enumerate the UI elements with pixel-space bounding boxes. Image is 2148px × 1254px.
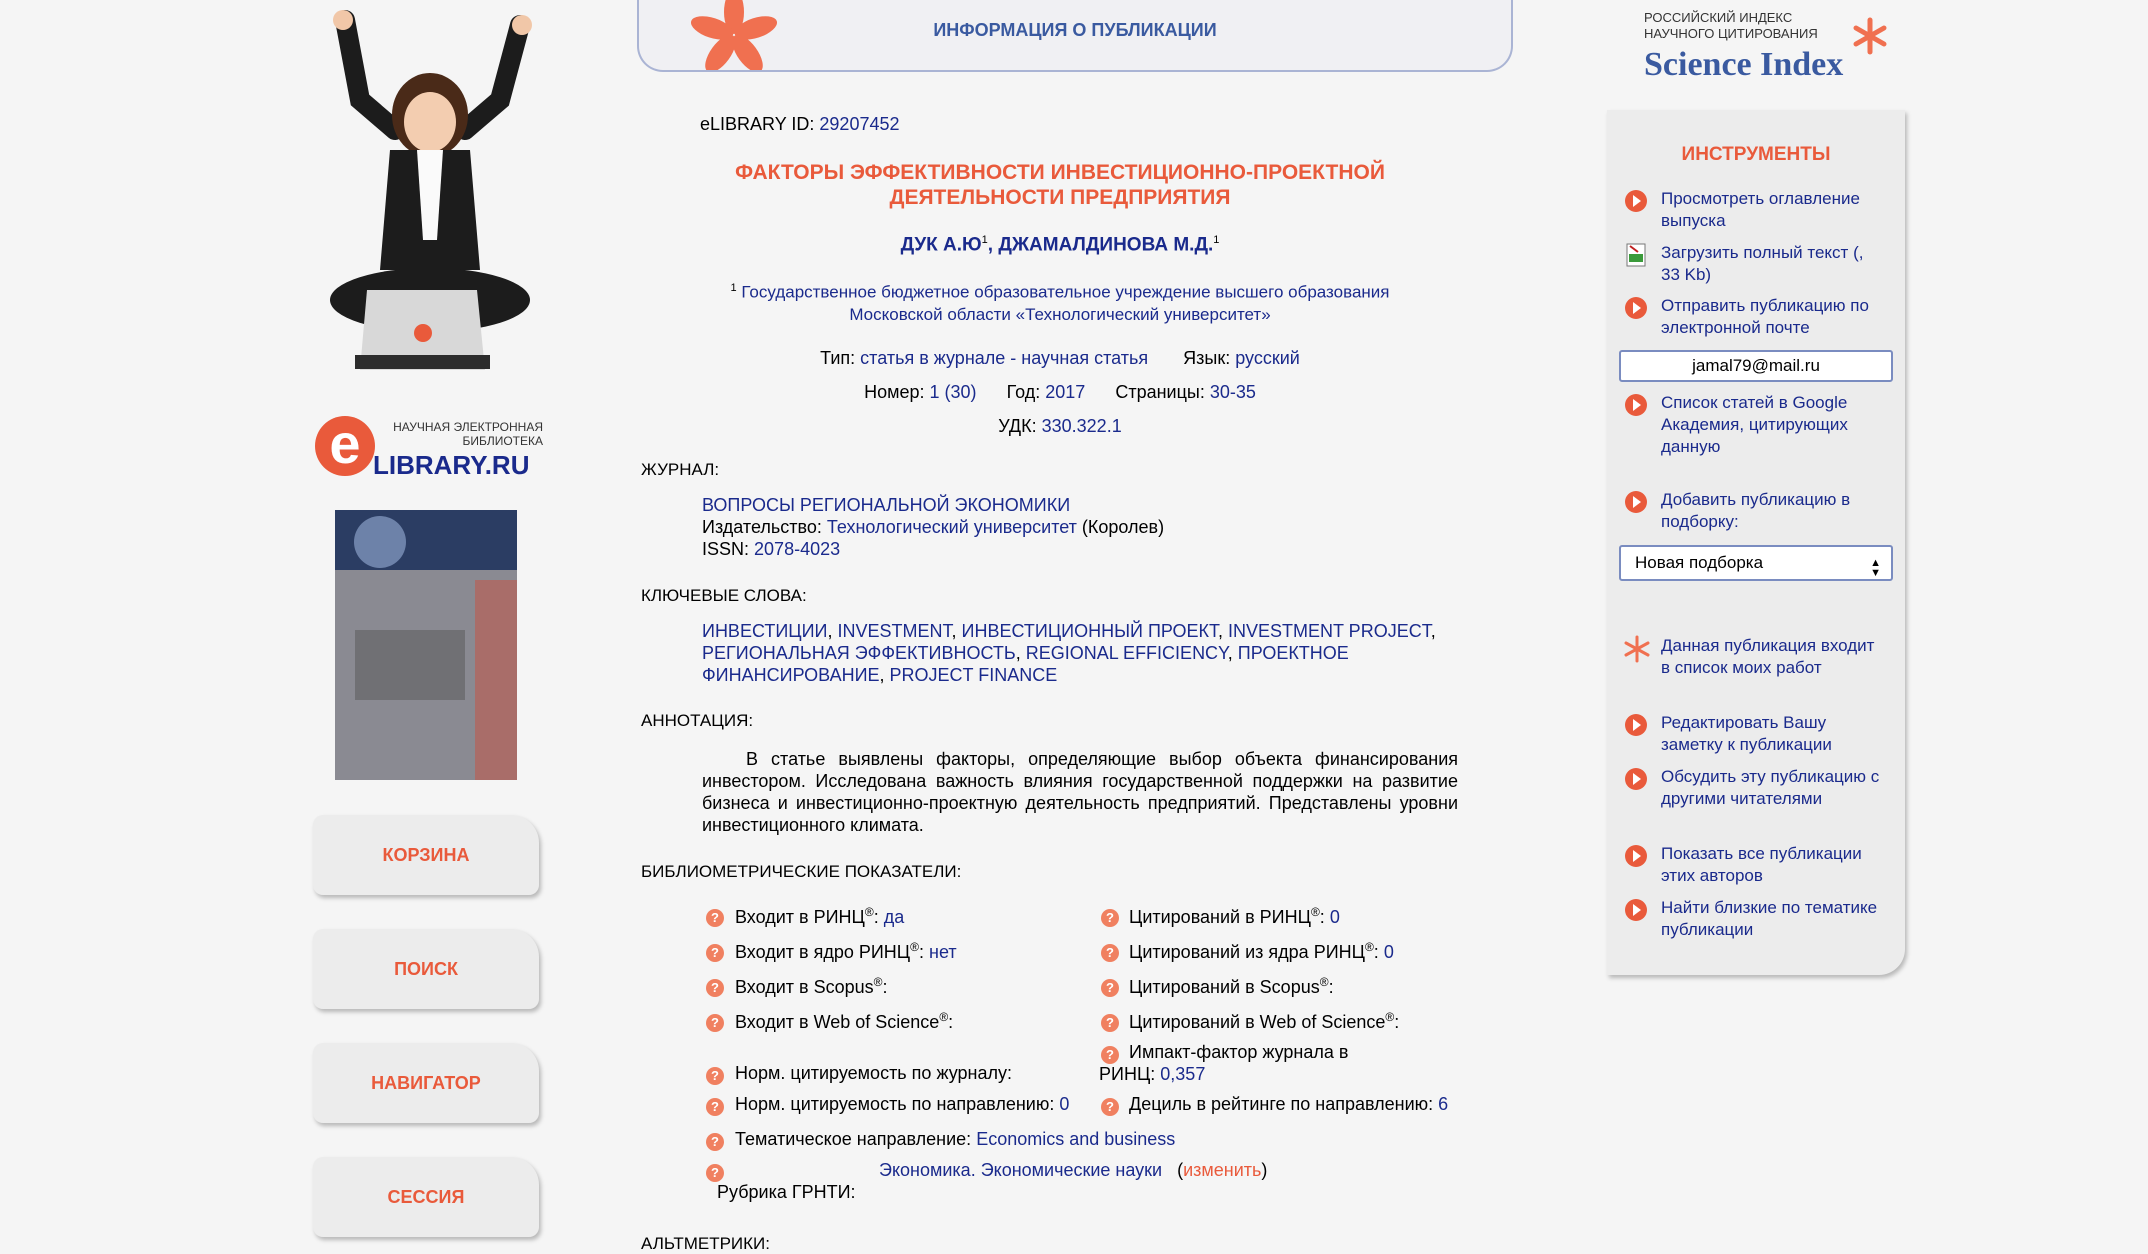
help-icon[interactable]: ? (706, 944, 724, 962)
reg-mark: ® (1310, 905, 1320, 919)
journal-block (702, 494, 1164, 560)
collection-select-value: Новая подборка (1635, 553, 1764, 572)
tool-text: электронной почте (1661, 318, 1810, 337)
help-icon[interactable]: ? (706, 1067, 724, 1085)
asterisk-icon (1850, 16, 1890, 56)
abstract-text (702, 748, 1458, 836)
colon: : (918, 942, 924, 962)
tool-text: Академия, цитирующих (1661, 415, 1848, 434)
udk-label: УДК: (998, 416, 1037, 436)
colon: : (1319, 907, 1325, 927)
metric-label: Тематическое направление: (735, 1129, 972, 1149)
tools-panel (1607, 110, 1905, 975)
info-header-tab (637, 0, 1513, 72)
play-icon (1625, 491, 1647, 513)
metric-norm-dir (735, 1094, 1069, 1115)
title-line1: ФАКТОРЫ ЭФФЕКТИВНОСТИ ИНВЕСТИЦИОННО-ПРОЕКТНОЙ (735, 161, 1385, 184)
help-icon[interactable]: ? (706, 909, 724, 927)
play-icon (1625, 297, 1647, 319)
elibrary-id-row (700, 114, 900, 135)
help-icon[interactable]: ? (1101, 1014, 1119, 1032)
metric-grnti-label: Рубрика ГРНТИ: (717, 1182, 856, 1202)
metric-cit-core (1129, 940, 1394, 963)
elibrary-id-value[interactable]: 29207452 (819, 114, 900, 134)
tool-text: Добавить публикацию в (1661, 490, 1851, 509)
metric-label: Норм. цитируемость по направлению: (735, 1094, 1055, 1114)
metric-label: Входит в Web of Science (735, 1012, 940, 1032)
tool-text: этих авторов (1661, 866, 1763, 885)
help-icon[interactable]: ? (706, 1133, 724, 1151)
tool-text: заметку к публикации (1661, 735, 1832, 754)
elibrary-e-letter: e (329, 412, 361, 475)
publication-title (640, 160, 1480, 210)
tool-text: Найти близкие по тематике (1661, 898, 1878, 917)
metric-label: Цитирований в Scopus (1129, 977, 1320, 997)
colon: : (873, 907, 879, 927)
asterisk-my-works-icon (1623, 635, 1651, 663)
keyword-link[interactable]: INVESTMENT (837, 621, 952, 641)
reg-mark: ® (939, 1010, 949, 1024)
elibrary-e-circle (315, 412, 375, 476)
issn-label: ISSN: (702, 539, 750, 559)
title-line2: ДЕЯТЕЛЬНОСТИ ПРЕДПРИЯТИЯ (889, 186, 1231, 209)
keyword-link[interactable]: REGIONAL EFFICIENCY (1025, 643, 1228, 663)
year-label: Год: (1006, 382, 1041, 402)
colon: : (1394, 1012, 1400, 1032)
metric-label: Цитирований в РИНЦ (1129, 907, 1311, 927)
tool-add-to-collection[interactable] (1661, 489, 1901, 533)
help-icon[interactable]: ? (706, 1098, 724, 1116)
elibrary-id-label: eLIBRARY ID: (700, 114, 815, 134)
colon: : (948, 1012, 954, 1032)
number-link[interactable]: 1 (30) (929, 382, 977, 402)
nav-cart-button[interactable]: КОРЗИНА (313, 815, 539, 895)
lang-label: Язык: (1183, 348, 1231, 368)
lang-value: русский (1235, 348, 1300, 368)
play-icon (1625, 394, 1647, 416)
metric-decile (1129, 1094, 1448, 1115)
help-icon[interactable]: ? (706, 979, 724, 997)
metric-value: 0 (1329, 907, 1340, 927)
tool-text: Обсудить эту публикацию с (1661, 767, 1880, 786)
play-icon (1625, 714, 1647, 736)
tool-text: Список статей в Google (1661, 393, 1848, 412)
reg-mark: ® (1364, 940, 1374, 954)
author-link[interactable]: ДУК А.Ю (900, 234, 982, 256)
elibrary-brand: LIBRARY.RU (373, 450, 530, 480)
metric-label: Входит в Scopus (735, 977, 874, 997)
affiliation-line2: Московской области «Технологический университет» (849, 304, 1271, 324)
colon: : (1328, 977, 1334, 997)
tool-download-fulltext[interactable] (1661, 242, 1901, 286)
tool-view-toc[interactable] (1661, 188, 1901, 232)
grnti-link[interactable]: Экономика. Экономические науки (879, 1160, 1163, 1180)
tool-text: Данная публикация входит (1661, 636, 1875, 655)
metric-label: Цитирований в Web of Science (1129, 1012, 1386, 1032)
play-icon (1625, 845, 1647, 867)
play-icon (1625, 899, 1647, 921)
journal-name-link[interactable]: ВОПРОСЫ РЕГИОНАЛЬНОЙ ЭКОНОМИКИ (702, 495, 1071, 515)
keyword-link[interactable]: ПРОЕКТНОЕ (1237, 643, 1349, 663)
abstract-line1: В статье выявлены факторы, определяющие выбор объекта финансирования (746, 749, 1458, 769)
tool-similar-publications[interactable] (1661, 897, 1901, 941)
tool-google-scholar[interactable] (1661, 392, 1901, 458)
tool-text: Просмотреть оглавление (1661, 189, 1860, 208)
tool-text: Загрузить полный текст (, (1661, 243, 1864, 262)
tool-text: Показать все публикации (1661, 844, 1862, 863)
number-label: Номер: (864, 382, 925, 402)
tool-text: 33 Kb) (1661, 265, 1712, 284)
help-icon[interactable]: ? (706, 1014, 724, 1032)
metric-label: Входит в РИНЦ (735, 907, 865, 927)
keyword-link[interactable]: ФИНАНСИРОВАНИЕ (702, 665, 880, 685)
tool-text: другими читателями (1661, 789, 1823, 808)
science-index-logo[interactable] (1640, 8, 1900, 88)
metric-cit-rinc (1129, 905, 1340, 928)
help-icon[interactable]: ? (1101, 1098, 1119, 1116)
abstract-line3: бизнеса и инвестиционно-проектную деятельность предприятий. Представлены уровни (702, 793, 1458, 813)
metric-value: 6 (1438, 1094, 1449, 1114)
select-arrows-icon: ▼ (1870, 567, 1881, 579)
elibrary-logo-line1: НАУЧНАЯ ЭЛЕКТРОННАЯ (393, 420, 543, 434)
type-value: статья в журнале - научная статья (860, 348, 1149, 368)
biblio-heading: БИБЛИОМЕТРИЧЕСКИЕ ПОКАЗАТЕЛИ: (641, 862, 962, 881)
tool-text: данную (1661, 437, 1721, 456)
keywords-block: ИНВЕСТИЦИИ, INVESTMENT, ИНВЕСТИЦИОННЫЙ ПРОЕКТ, INVESTMENT PROJECT, РЕГИОНАЛЬНАЯ ЭФФЕКТИВНОСТЬ, REGIONAL EFFICIENCY, ПРОЕКТНОЕ ФИНАНСИРОВАНИЕ, PROJECT FINANCE (702, 621, 1436, 685)
reg-mark: ® (1319, 975, 1329, 989)
tool-text: подборку: (1661, 512, 1739, 531)
author1-sup: 1 (981, 234, 988, 246)
metric-value: нет (929, 942, 957, 962)
metric-core-in (735, 940, 957, 963)
change-link[interactable]: изменить (1183, 1160, 1262, 1180)
help-icon[interactable]: ? (706, 1164, 724, 1182)
keywords-heading: КЛЮЧЕВЫЕ СЛОВА: (641, 586, 807, 605)
abstract-line4: инвестиционного климата. (702, 815, 924, 835)
sci-brand: Science Index (1644, 46, 1844, 83)
publisher-city: (Королев) (1081, 517, 1165, 537)
metric-cit-wos (1129, 1010, 1399, 1033)
altmetrics-heading: АЛЬТМЕТРИКИ: (641, 1234, 770, 1253)
tool-my-works[interactable] (1661, 635, 1901, 679)
metric-label: Цитирований из ядра РИНЦ (1129, 942, 1365, 962)
metric-theme (735, 1129, 1175, 1150)
tool-edit-note[interactable] (1661, 712, 1901, 756)
reg-mark: ® (873, 975, 883, 989)
colon: : (1373, 942, 1379, 962)
type-label: Тип: (820, 348, 856, 368)
help-icon[interactable]: ? (1101, 944, 1119, 962)
keyword-link[interactable]: INVESTMENT PROJECT (1228, 621, 1431, 641)
metric-grnti: Экономика. Экономические науки (изменить) (879, 1160, 1268, 1180)
tool-text: Редактировать Вашу (1661, 713, 1827, 732)
tool-text: выпуска (1661, 211, 1726, 230)
theme-link[interactable]: Economics and business (976, 1129, 1176, 1149)
tool-discuss[interactable] (1661, 766, 1901, 810)
metric-impact-line1: Импакт-фактор журнала в (1129, 1042, 1349, 1062)
nav-search-button[interactable]: ПОИСК (313, 929, 539, 1009)
keyword-link[interactable]: РЕГИОНАЛЬНАЯ ЭФФЕКТИВНОСТЬ (702, 643, 1016, 663)
metric-scopus-in (735, 975, 887, 998)
type-lang-row (640, 348, 1480, 369)
abstract-heading: АННОТАЦИЯ: (641, 711, 754, 730)
affiliation[interactable] (640, 277, 1480, 326)
metric-wos-in (735, 1010, 953, 1033)
play-icon (1625, 768, 1647, 790)
pages-label: Страницы: (1115, 382, 1205, 402)
metric-value: 0 (1059, 1094, 1070, 1114)
metric-label: РИНЦ: (1099, 1064, 1156, 1084)
journal-cover-image[interactable] (335, 510, 517, 780)
udk-row (640, 416, 1480, 437)
tool-send-email[interactable] (1661, 295, 1901, 339)
udk-value: 330.322.1 (1041, 416, 1122, 436)
publisher-link[interactable]: Технологический университет (826, 517, 1077, 537)
metric-label: Дециль в рейтинге по направлению: (1129, 1094, 1434, 1114)
issue-row (640, 382, 1480, 403)
metric-impact-line2 (1099, 1064, 1205, 1085)
keyword-link[interactable]: ИНВЕСТИЦИОННЫЙ ПРОЕКТ (961, 621, 1218, 641)
metric-norm-journal: Норм. цитируемость по журналу: (735, 1063, 1012, 1083)
play-icon (1625, 190, 1647, 212)
author2-sup: 1 (1213, 234, 1220, 246)
affiliation-line1: Государственное бюджетное образовательное учреждение высшего образования (741, 282, 1390, 302)
elibrary-logo[interactable] (315, 410, 543, 490)
keyword-link[interactable]: ИНВЕСТИЦИИ (702, 621, 828, 641)
tool-text: в список моих работ (1661, 658, 1822, 677)
help-icon[interactable]: ? (1101, 909, 1119, 927)
nav-session-button[interactable]: СЕССИЯ (313, 1157, 539, 1237)
metric-value: 0,357 (1160, 1064, 1206, 1084)
pdf-download-icon (1624, 242, 1650, 268)
metric-value: 0 (1383, 942, 1394, 962)
issn-value: 2078-4023 (754, 539, 841, 559)
sci-logo-line1: РОССИЙСКИЙ ИНДЕКС (1644, 10, 1793, 25)
reg-mark: ® (864, 905, 874, 919)
sci-logo-line2: НАУЧНОГО ЦИТИРОВАНИЯ (1644, 26, 1818, 41)
elibrary-logo-line2: БИБЛИОТЕКА (462, 434, 543, 448)
journal-heading: ЖУРНАЛ: (641, 460, 720, 479)
help-icon[interactable]: ? (1101, 979, 1119, 997)
metric-value: да (883, 907, 905, 927)
hero-illustration (305, 0, 545, 380)
nav-navigator-button[interactable]: НАВИГАТОР (313, 1043, 539, 1123)
metric-cit-scopus (1129, 975, 1334, 998)
colon: : (882, 977, 888, 997)
metric-label: Входит в ядро РИНЦ (735, 942, 911, 962)
authors-row: ДУК $А.Ю^1$, ДЖАМАЛДИНОВА М.Д.$^1$ (900, 234, 1220, 256)
email-field[interactable]: jamal79@mail.ru (1619, 350, 1893, 382)
affiliation-sup: 1 (730, 282, 737, 294)
collection-select[interactable] (1619, 545, 1893, 581)
year-value: 2017 (1045, 382, 1086, 402)
metric-rinc-in (735, 905, 904, 928)
info-header-title: ИНФОРМАЦИЯ О ПУБЛИКАЦИИ (933, 20, 1217, 40)
keyword-link[interactable]: PROJECT FINANCE (889, 665, 1058, 685)
publisher-label: Издательство: (702, 517, 822, 537)
help-icon[interactable]: ? (1101, 1046, 1119, 1064)
select-arrows-icon: ▲ (1870, 557, 1881, 569)
reg-mark: ® (910, 940, 919, 954)
author-link[interactable]: ДЖАМАЛДИНОВА М.Д. (998, 234, 1214, 256)
tool-text: Отправить публикацию по (1661, 296, 1869, 315)
pages-value: 30-35 (1209, 382, 1256, 402)
tools-heading: ИНСТРУМЕНТЫ (1681, 144, 1831, 165)
reg-mark: ® (1385, 1010, 1395, 1024)
tool-text: публикации (1661, 920, 1754, 939)
tool-author-publications[interactable] (1661, 843, 1901, 887)
abstract-line2: инвестором. Исследована важность влияния государственной поддержки на развитие (702, 771, 1458, 791)
